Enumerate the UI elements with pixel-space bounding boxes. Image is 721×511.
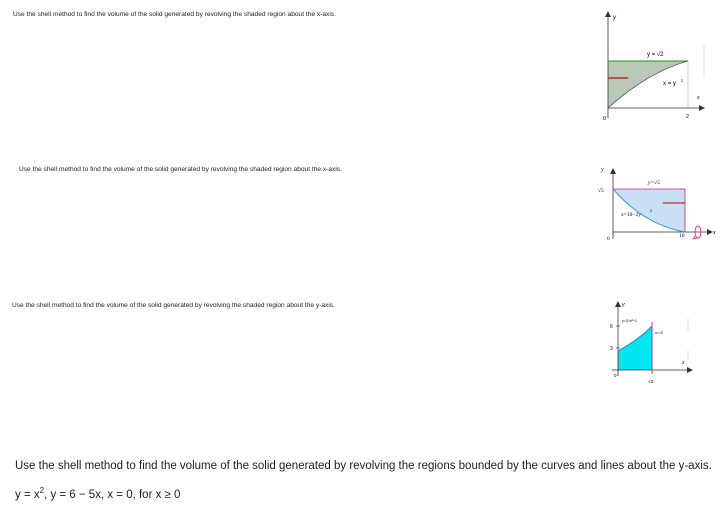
lower-curve-label: x = y	[663, 81, 676, 87]
problem-1-figure	[588, 8, 706, 124]
upper-curve-label: y=√5	[648, 180, 660, 186]
problem-3-instruction: Use the shell method to find the volume of the solid generated by revolving the shaded region about the y-axis.	[12, 302, 335, 309]
problem-1-instruction: Use the shell method to find the volume of the solid generated by revolving the shaded region about the x-axis.	[13, 11, 336, 18]
shaded-region	[613, 189, 685, 232]
y-axis-label: y	[613, 15, 616, 21]
x-axis-label: x	[697, 95, 700, 101]
y-tick-6-label: 6	[610, 324, 613, 330]
problem-3-figure	[608, 298, 696, 390]
line-label: x=√3	[655, 331, 663, 335]
lower-curve-exponent: 2	[650, 208, 652, 213]
problem-4-equation	[15, 486, 180, 501]
y-axis-label: y	[622, 302, 625, 308]
equation-part-1: y = x	[15, 488, 40, 501]
upper-curve-label: y = √2	[647, 52, 664, 58]
x-tick-label: 2	[686, 114, 690, 120]
shaded-region	[608, 61, 688, 108]
x-axis-arrow	[687, 367, 693, 373]
lower-curve-exponent: 2	[681, 78, 684, 83]
y-axis-label: y	[601, 167, 604, 173]
problem-4-instruction: Use the shell method to find the volume of the solid generated by revolving the regions bounded by the curves and lines about the y-axis.	[15, 460, 712, 472]
y-axis-arrow	[610, 168, 616, 174]
x-axis-label: x	[682, 360, 685, 366]
problem-2-instruction: Use the shell method to find the volume of the solid generated by revolving the shaded region about the x-axis.	[19, 166, 342, 173]
x-tick-label: √3	[648, 379, 653, 384]
origin-label: 0	[603, 116, 607, 122]
y-tick-label: √5	[598, 188, 604, 194]
y-axis-arrow	[615, 301, 621, 307]
origin-label: 0	[614, 373, 617, 378]
lower-curve-label: x=10−2y	[621, 212, 641, 218]
y-axis-arrow	[605, 11, 611, 17]
y-tick-3-label: 3	[610, 346, 613, 352]
x-axis-arrow	[699, 105, 705, 111]
origin-label: 0	[607, 236, 610, 242]
equation-exponent: 2	[39, 486, 45, 495]
curve-label: y=3√x²+1	[622, 319, 637, 323]
x-axis-label: x	[713, 230, 716, 236]
equation-part-2: , y = 6 − 5x, x = 0, for x ≥ 0	[44, 488, 181, 501]
x-tick-label: 10	[679, 233, 685, 239]
problem-2-figure	[593, 164, 717, 244]
